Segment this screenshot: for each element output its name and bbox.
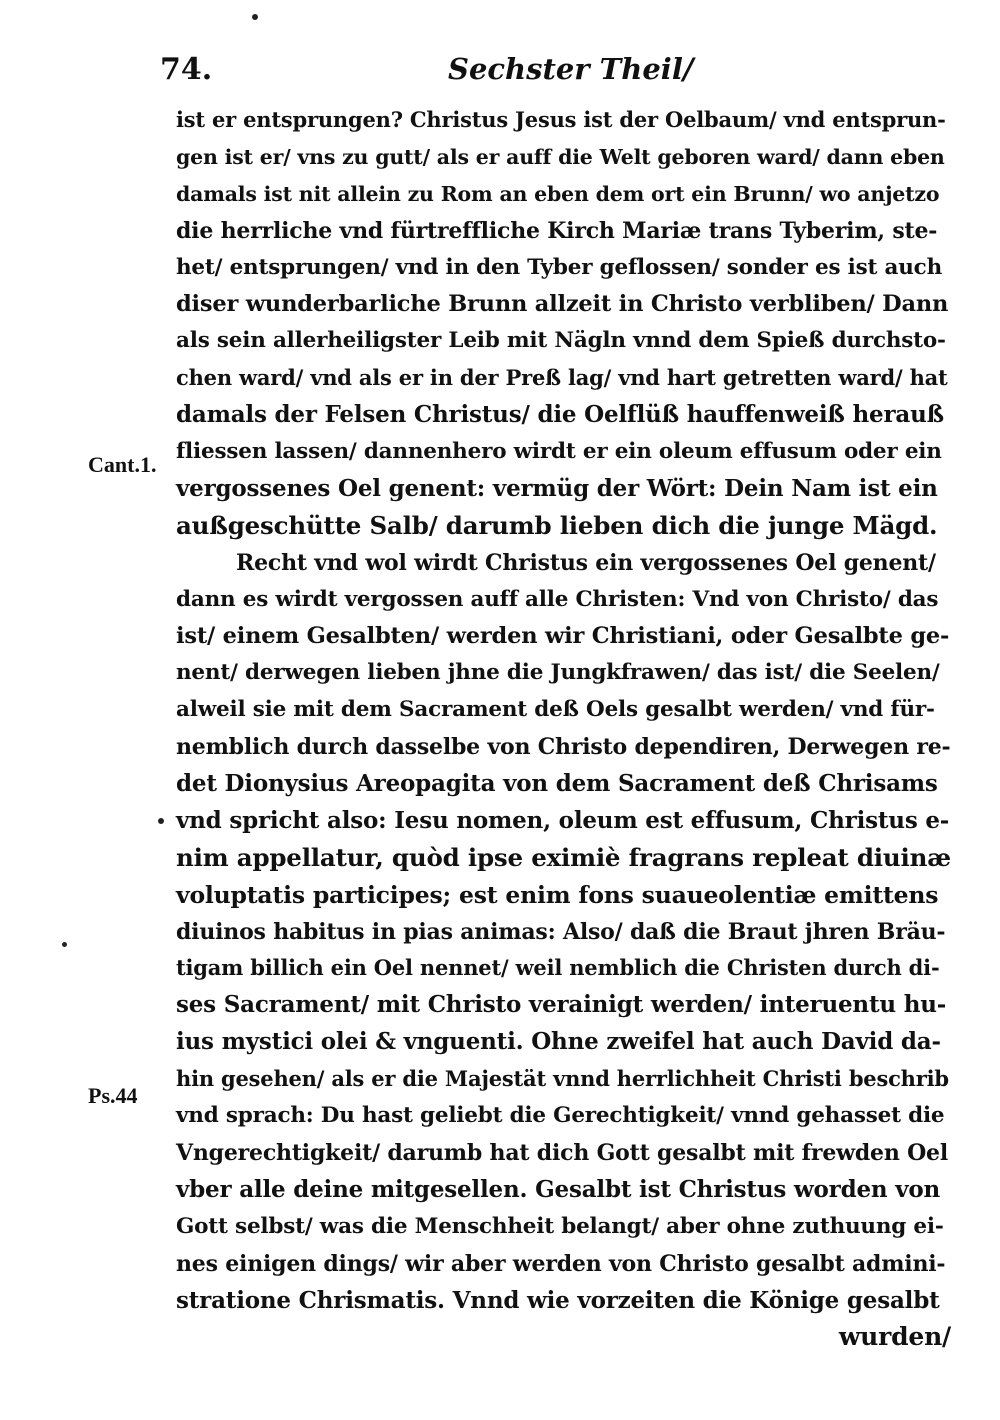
text-line: dann es wirdt vergossen auff alle Christen: Vnd von Christo/ das — [176, 586, 939, 612]
text-line: damals ist nit allein zu Rom an eben dem ort ein Brunn/ wo anjetzo — [176, 181, 940, 206]
text-line: chen ward/ vnd als er in der Preß lag/ vnd hart getretten ward/ hat — [176, 365, 948, 391]
ink-speck — [252, 14, 258, 20]
body-text — [176, 102, 951, 1356]
text-line: nim appellatur, quòd ipse eximiè fragrans repleat diuinæ — [176, 842, 951, 872]
page-number: 74. — [160, 52, 213, 87]
text-line: nent/ derwegen lieben jhne die Jungkfrawen/ das ist/ die Seelen/ — [176, 660, 940, 686]
text-line: ses Sacrament/ mit Christo verainigt werden/ interuentu hu- — [176, 991, 947, 1019]
margin-note-psalm: Ps.44 — [88, 1083, 138, 1108]
text-line: außgeschütte Salb/ darumb lieben dich die junge Mägd. — [176, 510, 938, 540]
catchword: wurden/ — [838, 1322, 951, 1352]
margin-note-cant: Cant.1. — [88, 452, 157, 477]
text-line: vber alle deine mitgesellen. Gesalbt ist Christus worden von — [176, 1175, 941, 1203]
text-line: det Dionysius Areopagita von dem Sacrament deß Chrisams — [176, 770, 938, 798]
text-line: gen ist er/ vns zu gutt/ als er auff die Welt geboren ward/ dann eben — [176, 144, 945, 169]
text-line: damals der Felsen Christus/ die Oelflüß hauffenweiß herauß — [176, 401, 944, 429]
text-line: nes einigen dings/ wir aber werden von Christo gesalbt admini- — [176, 1250, 946, 1277]
ink-speck — [158, 818, 164, 824]
ink-speck — [62, 942, 67, 947]
text-line: Recht vnd wol wirdt Christus ein vergossenes Oel genent/ — [236, 549, 936, 576]
text-line: ius mystici olei & vnguenti. Ohne zweifel hat auch David da- — [176, 1028, 941, 1056]
text-line: als sein allerheiligster Leib mit Nägln vnnd dem Spieß durchsto- — [176, 328, 946, 354]
text-line: fliessen lassen/ dannenhero wirdt er ein oleum effusum oder ein — [176, 439, 942, 465]
text-line: voluptatis participes; est enim fons suaueolentiæ emittens — [176, 880, 939, 909]
running-head: Sechster Theil/ — [448, 52, 694, 86]
text-line: het/ entsprungen/ vnd in den Tyber geflossen/ sonder es ist auch — [176, 254, 943, 280]
text-line: Gott selbst/ was die Menschheit belangt/ aber ohne zuthuung ei- — [176, 1213, 944, 1239]
text-line: die herrliche vnd fürtreffliche Kirch Mariæ trans Tyberim, ste- — [176, 217, 938, 244]
text-line: vergossenes Oel genent: vermüg der Wört: Dein Nam ist ein — [176, 474, 938, 502]
page-header — [160, 52, 960, 92]
text-line: alweil sie mit dem Sacrament deß Oels gesalbt werden/ vnd für- — [176, 697, 935, 723]
text-line: vnd sprach: Du hast geliebt die Gerechtigkeit/ vnnd gehasset die — [176, 1103, 945, 1129]
text-line: ist er entsprungen? Christus Jesus ist der Oelbaum/ vnd entsprun- — [176, 107, 946, 132]
text-line: ist/ einem Gesalbten/ werden wir Christiani, oder Gesalbte ge- — [176, 623, 950, 650]
text-line: hin gesehen/ als er die Majestät vnnd herrlichheit Christi beschrib — [176, 1066, 949, 1092]
text-line: tigam billich ein Oel nennet/ weil nemblich die Christen durch di- — [176, 955, 940, 981]
text-line: stratione Chrismatis. Vnnd wie vorzeiten die Könige gesalbt — [176, 1286, 940, 1314]
text-line: diuinos habitus in pias animas: Also/ daß die Braut jhren Bräu- — [176, 918, 946, 945]
text-line: Vngerechtigkeit/ darumb hat dich Gott gesalbt mit frewden Oel — [176, 1139, 949, 1166]
text-line: nemblich durch dasselbe von Christo dependiren, Derwegen re- — [176, 734, 951, 761]
text-line: diser wunderbarliche Brunn allzeit in Christo verbliben/ Dann — [176, 291, 949, 318]
text-line: vnd spricht also: Iesu nomen, oleum est effusum, Christus e- — [176, 806, 950, 834]
